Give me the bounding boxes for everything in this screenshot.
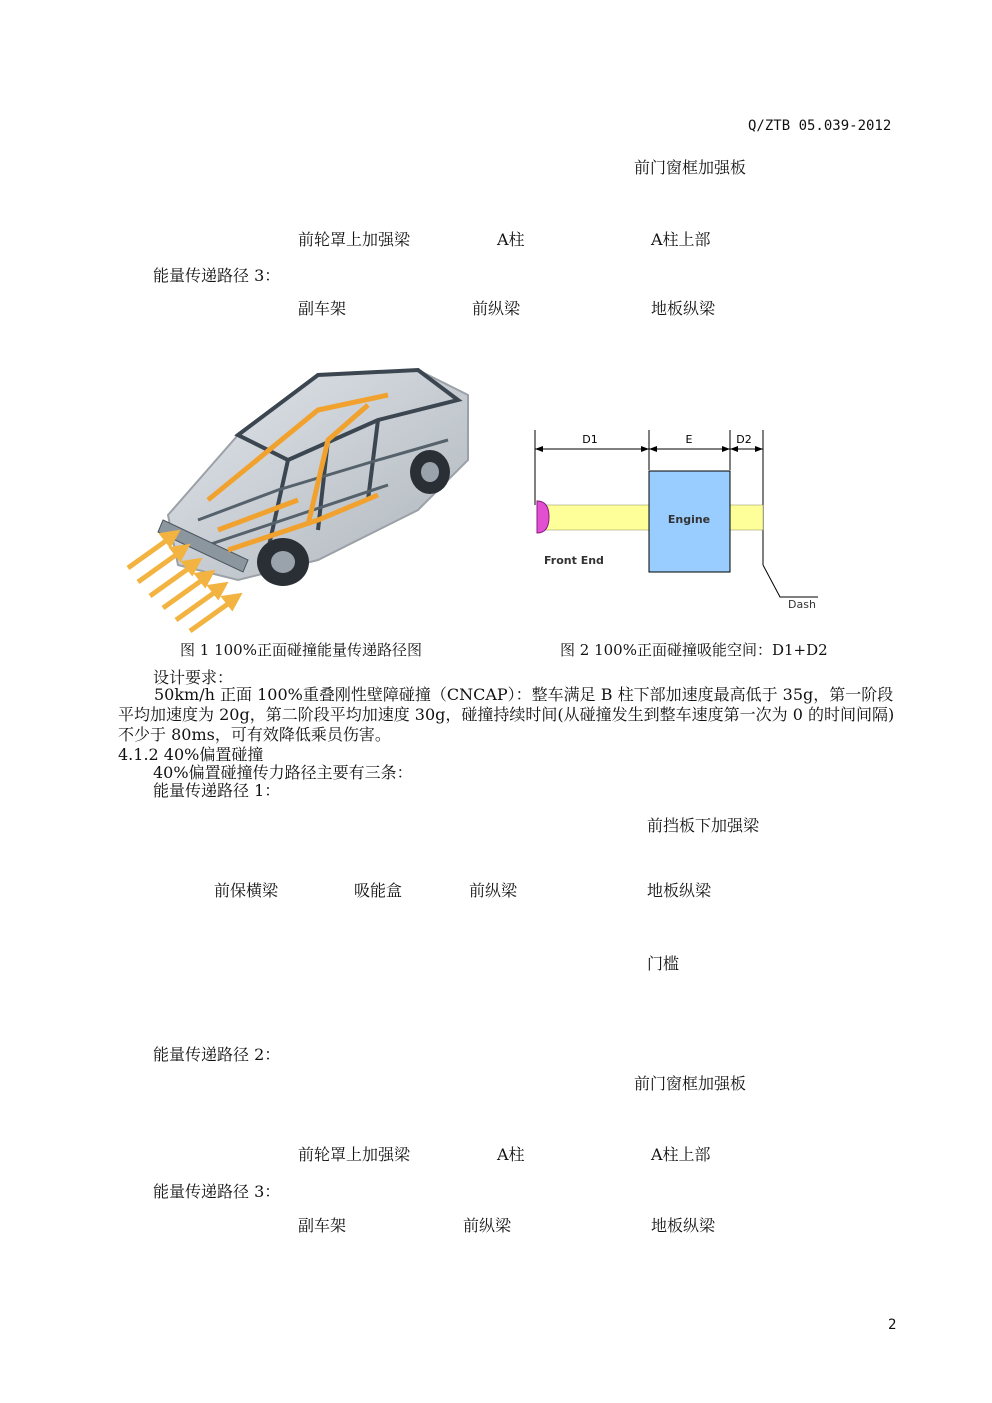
figure2-diagram (518, 425, 828, 625)
engine-label: Engine (667, 513, 711, 526)
path2-title: 能量传递路径 2： (153, 1045, 281, 1064)
dimension-e-label: E (685, 433, 693, 446)
path3-item-3: 地板纵梁 (651, 299, 716, 318)
path2-item-1: 前轮罩上加强梁 (298, 230, 411, 249)
path1-title: 能量传递路径 1： (153, 781, 281, 800)
dimension-d2-label: D2 (736, 433, 752, 446)
front-end-label: Front End (544, 554, 604, 567)
path2-item-2-b: A柱 (497, 1145, 525, 1164)
document-number: Q/ZTB 05.039-2012 (748, 118, 892, 134)
path3-item-3-b: 地板纵梁 (651, 1216, 716, 1235)
design-title: 设计要求： (153, 668, 234, 687)
dimension-d1-label: D1 (582, 433, 598, 446)
section-intro: 40%偏置碰撞传力路径主要有三条： (153, 763, 413, 782)
path3-item-1-b: 副车架 (298, 1216, 347, 1235)
path2-item-3-b: A柱上部 (651, 1145, 711, 1164)
path2-item-3: A柱上部 (651, 230, 711, 249)
dash-label: Dash (788, 598, 816, 611)
path3-item-2: 前纵梁 (472, 299, 521, 318)
path1-item-4: 地板纵梁 (647, 881, 712, 900)
path2-upper-label: 前门窗框加强板 (634, 158, 747, 177)
path2-upper-label-b: 前门窗框加强板 (634, 1074, 747, 1093)
path1-item-3: 前纵梁 (469, 881, 518, 900)
path1-upper-label: 前挡板下加强梁 (647, 816, 760, 835)
figure2-caption: 图 2 100%正面碰撞吸能空间：D1+D2 (560, 641, 828, 659)
figure1-car-image (118, 350, 488, 635)
path3-item-2-b: 前纵梁 (463, 1216, 512, 1235)
path3-title: 能量传递路径 3： (153, 266, 281, 285)
path1-lower-label: 门槛 (647, 954, 680, 973)
path2-item-2: A柱 (497, 230, 525, 249)
figure1-caption: 图 1 100%正面碰撞能量传递路径图 (180, 641, 422, 659)
path1-item-1: 前保横梁 (214, 881, 279, 900)
path3-title-b: 能量传递路径 3： (153, 1182, 281, 1201)
page-number: 2 (888, 1317, 897, 1333)
section-heading: 4.1.2 40%偏置碰撞 (118, 745, 264, 764)
path2-item-1-b: 前轮罩上加强梁 (298, 1145, 411, 1164)
design-body: 50km/h 正面 100%重叠刚性壁障碰撞（CNCAP）：整车满足 B 柱下部加速度最高低于 35g，第一阶段平均加速度为 20g，第二阶段平均加速度 30g，碰撞持续时间(从碰撞发生到整车速度第一次为 0 的时间间隔)不少于 80ms，可有效降低乘员伤害。 (118, 685, 895, 744)
path1-item-2: 吸能盒 (354, 881, 403, 900)
path3-item-1: 副车架 (298, 299, 347, 318)
